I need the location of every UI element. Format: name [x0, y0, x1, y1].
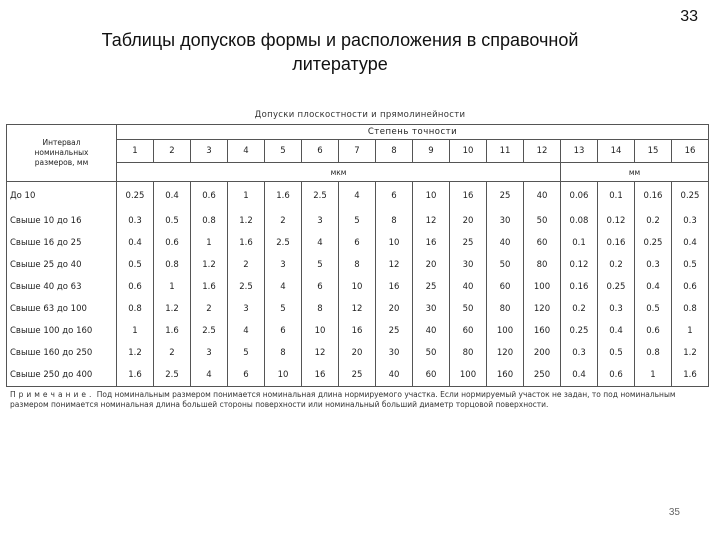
- tolerance-value-cell: 20: [450, 210, 487, 232]
- size-range-cell: Свыше 40 до 63: [7, 276, 117, 298]
- tolerance-value-cell: 160: [487, 364, 524, 387]
- grade-header-8: 8: [376, 140, 413, 163]
- tolerance-value-cell: 6: [302, 276, 339, 298]
- tolerance-value-cell: 6: [376, 182, 413, 211]
- tolerance-value-cell: 8: [265, 342, 302, 364]
- slide-number: 35: [668, 507, 680, 518]
- tolerance-value-cell: 0.4: [561, 364, 598, 387]
- grade-header-10: 10: [450, 140, 487, 163]
- tolerance-value-cell: 0.6: [191, 182, 228, 211]
- tolerance-value-cell: 0.5: [672, 254, 709, 276]
- tolerance-value-cell: 1.6: [117, 364, 154, 387]
- tolerance-value-cell: 0.25: [672, 182, 709, 211]
- tolerance-value-cell: 0.6: [154, 232, 191, 254]
- tolerance-value-cell: 0.8: [672, 298, 709, 320]
- tolerance-value-cell: 5: [265, 298, 302, 320]
- note-text: Под номинальным размером понимается номинальная длина нормируемого участка. Если нормируемый участок не задан, то под номинальным размером понимается номинальная длина большей стороны поверхности или номинальный больший диаметр торцовой поверхности.: [10, 390, 676, 409]
- tolerance-value-cell: 0.16: [561, 276, 598, 298]
- tolerance-value-cell: 0.5: [117, 254, 154, 276]
- tolerance-value-cell: 40: [487, 232, 524, 254]
- table-title: Допуски плоскостности и прямолинейности: [254, 110, 466, 120]
- tolerance-value-cell: 0.25: [117, 182, 154, 211]
- tolerance-value-cell: 25: [376, 320, 413, 342]
- tolerance-value-cell: 0.1: [598, 182, 635, 211]
- tolerance-value-cell: 0.16: [598, 232, 635, 254]
- tolerance-value-cell: 20: [339, 342, 376, 364]
- tolerance-value-cell: 1: [191, 232, 228, 254]
- tolerance-value-cell: 30: [487, 210, 524, 232]
- size-range-cell: Свыше 100 до 160: [7, 320, 117, 342]
- tolerance-value-cell: 0.25: [561, 320, 598, 342]
- tolerance-value-cell: 20: [413, 254, 450, 276]
- slide-title-line-1: Таблицы допусков формы и расположения в справочной: [101, 30, 579, 50]
- tolerance-value-cell: 0.8: [635, 342, 672, 364]
- tolerance-value-cell: 12: [413, 210, 450, 232]
- tolerance-value-cell: 50: [524, 210, 561, 232]
- tolerance-value-cell: 60: [487, 276, 524, 298]
- tolerance-value-cell: 200: [524, 342, 561, 364]
- tolerance-value-cell: 4: [339, 182, 376, 211]
- tolerance-value-cell: 60: [413, 364, 450, 387]
- tolerance-value-cell: 1: [154, 276, 191, 298]
- size-range-cell: Свыше 25 до 40: [7, 254, 117, 276]
- tolerance-value-cell: 0.8: [154, 254, 191, 276]
- tolerance-value-cell: 2: [154, 342, 191, 364]
- tolerance-value-cell: 40: [524, 182, 561, 211]
- tolerance-value-cell: 3: [265, 254, 302, 276]
- tolerance-value-cell: 16: [339, 320, 376, 342]
- grade-header-9: 9: [413, 140, 450, 163]
- tolerance-value-cell: 0.3: [598, 298, 635, 320]
- tolerance-value-cell: 0.3: [635, 254, 672, 276]
- tolerance-value-cell: 0.4: [635, 276, 672, 298]
- tolerance-value-cell: 0.6: [598, 364, 635, 387]
- range-header-line-1: Интервал: [42, 138, 81, 147]
- tolerance-value-cell: 5: [302, 254, 339, 276]
- tolerance-value-cell: 1.6: [154, 320, 191, 342]
- tolerance-value-cell: 1.6: [228, 232, 265, 254]
- table-row: [7, 320, 709, 342]
- unit-mkm-header: мкм: [117, 163, 561, 182]
- tolerance-value-cell: 0.12: [598, 210, 635, 232]
- grade-header-15: 15: [635, 140, 672, 163]
- tolerance-value-cell: 1.6: [672, 364, 709, 387]
- tolerance-value-cell: 1: [117, 320, 154, 342]
- tolerance-value-cell: 160: [524, 320, 561, 342]
- tolerance-value-cell: 1.2: [228, 210, 265, 232]
- grade-header-2: 2: [154, 140, 191, 163]
- slide-title-line-2: литературе: [292, 54, 388, 74]
- size-range-cell: Свыше 63 до 100: [7, 298, 117, 320]
- grade-header-4: 4: [228, 140, 265, 163]
- table-row: [7, 364, 709, 387]
- tolerance-value-cell: 0.6: [672, 276, 709, 298]
- tolerance-value-cell: 60: [524, 232, 561, 254]
- size-range-cell: До 10: [7, 182, 117, 211]
- tolerance-value-cell: 0.25: [598, 276, 635, 298]
- tolerance-value-cell: 3: [191, 342, 228, 364]
- tolerance-value-cell: 25: [413, 276, 450, 298]
- tolerance-value-cell: 0.5: [154, 210, 191, 232]
- tolerance-value-cell: 80: [487, 298, 524, 320]
- tolerance-value-cell: 4: [302, 232, 339, 254]
- scanned-table: [6, 104, 714, 434]
- tolerance-value-cell: 2: [228, 254, 265, 276]
- grade-header-16: 16: [672, 140, 709, 163]
- tolerance-value-cell: 1.6: [191, 276, 228, 298]
- unit-mm-header: мм: [561, 163, 709, 182]
- tolerance-value-cell: 0.2: [561, 298, 598, 320]
- tolerance-value-cell: 10: [339, 276, 376, 298]
- tolerance-value-cell: 120: [487, 342, 524, 364]
- tolerance-value-cell: 8: [302, 298, 339, 320]
- tolerance-value-cell: 1.2: [191, 254, 228, 276]
- tolerance-value-cell: 16: [413, 232, 450, 254]
- tolerance-value-cell: 10: [376, 232, 413, 254]
- table-row: [7, 276, 709, 298]
- grade-header-7: 7: [339, 140, 376, 163]
- tolerance-value-cell: 2.5: [265, 232, 302, 254]
- size-range-cell: Свыше 160 до 250: [7, 342, 117, 364]
- table-row: [7, 182, 709, 211]
- tolerance-value-cell: 0.2: [635, 210, 672, 232]
- table-row: [7, 232, 709, 254]
- tolerance-value-cell: 2.5: [228, 276, 265, 298]
- tolerance-value-cell: 0.4: [672, 232, 709, 254]
- tolerance-value-cell: 1: [228, 182, 265, 211]
- tolerance-value-cell: 30: [450, 254, 487, 276]
- tolerance-value-cell: 0.4: [154, 182, 191, 211]
- tolerance-value-cell: 1.2: [154, 298, 191, 320]
- tolerance-value-cell: 12: [376, 254, 413, 276]
- tolerance-value-cell: 5: [339, 210, 376, 232]
- tolerance-value-cell: 0.1: [561, 232, 598, 254]
- table-row: [7, 342, 709, 364]
- tolerance-value-cell: 2: [265, 210, 302, 232]
- range-header-line-3: размеров, мм: [34, 158, 89, 167]
- tolerance-value-cell: 3: [228, 298, 265, 320]
- tolerance-value-cell: 60: [450, 320, 487, 342]
- tolerance-value-cell: 100: [487, 320, 524, 342]
- tolerance-value-cell: 0.08: [561, 210, 598, 232]
- tolerance-value-cell: 4: [228, 320, 265, 342]
- range-column-header: [7, 125, 117, 182]
- tolerance-value-cell: 8: [376, 210, 413, 232]
- tolerance-value-cell: 4: [191, 364, 228, 387]
- tolerance-value-cell: 50: [450, 298, 487, 320]
- tolerance-value-cell: 0.5: [598, 342, 635, 364]
- grade-header-1: 1: [117, 140, 154, 163]
- tolerance-value-cell: 0.3: [672, 210, 709, 232]
- tolerance-value-cell: 0.3: [561, 342, 598, 364]
- grade-header-13: 13: [561, 140, 598, 163]
- tolerance-value-cell: 0.5: [635, 298, 672, 320]
- tolerance-table: [6, 124, 709, 387]
- table-body: [7, 182, 709, 387]
- grade-header-5: 5: [265, 140, 302, 163]
- tolerance-value-cell: 2.5: [154, 364, 191, 387]
- tolerance-value-cell: 0.8: [191, 210, 228, 232]
- tolerance-value-cell: 0.8: [117, 298, 154, 320]
- tolerance-value-cell: 2: [191, 298, 228, 320]
- tolerance-value-cell: 0.3: [117, 210, 154, 232]
- tolerance-value-cell: 5: [228, 342, 265, 364]
- tolerance-value-cell: 0.12: [561, 254, 598, 276]
- tolerance-value-cell: 8: [339, 254, 376, 276]
- grade-header-3: 3: [191, 140, 228, 163]
- tolerance-value-cell: 40: [450, 276, 487, 298]
- tolerance-value-cell: 80: [450, 342, 487, 364]
- tolerance-value-cell: 120: [524, 298, 561, 320]
- grade-group-header: Степень точности: [117, 125, 709, 140]
- range-header-line-2: номинальных: [34, 148, 89, 157]
- tolerance-value-cell: 6: [265, 320, 302, 342]
- tolerance-value-cell: 16: [450, 182, 487, 211]
- tolerance-value-cell: 16: [376, 276, 413, 298]
- tolerance-value-cell: 100: [450, 364, 487, 387]
- tolerance-value-cell: 80: [524, 254, 561, 276]
- tolerance-value-cell: 12: [339, 298, 376, 320]
- tolerance-value-cell: 1.2: [672, 342, 709, 364]
- grade-header-11: 11: [487, 140, 524, 163]
- tolerance-value-cell: 30: [413, 298, 450, 320]
- tolerance-value-cell: 25: [450, 232, 487, 254]
- tolerance-value-cell: 50: [413, 342, 450, 364]
- tolerance-value-cell: 1.2: [117, 342, 154, 364]
- tolerance-value-cell: 0.25: [635, 232, 672, 254]
- tolerance-value-cell: 250: [524, 364, 561, 387]
- size-range-cell: Свыше 16 до 25: [7, 232, 117, 254]
- tolerance-value-cell: 1.6: [265, 182, 302, 211]
- tolerance-value-cell: 1: [635, 364, 672, 387]
- tolerance-value-cell: 50: [487, 254, 524, 276]
- tolerance-value-cell: 40: [413, 320, 450, 342]
- tolerance-value-cell: 25: [339, 364, 376, 387]
- tolerance-value-cell: 0.06: [561, 182, 598, 211]
- tolerance-value-cell: 6: [339, 232, 376, 254]
- tolerance-value-cell: 0.6: [635, 320, 672, 342]
- tolerance-value-cell: 0.4: [598, 320, 635, 342]
- note-label: Примечание.: [10, 390, 95, 399]
- grade-header-14: 14: [598, 140, 635, 163]
- tolerance-value-cell: 0.4: [117, 232, 154, 254]
- table-row: [7, 254, 709, 276]
- tolerance-value-cell: 6: [228, 364, 265, 387]
- tolerance-value-cell: 3: [302, 210, 339, 232]
- grade-header-12: 12: [524, 140, 561, 163]
- table-row: [7, 298, 709, 320]
- tolerance-value-cell: 30: [376, 342, 413, 364]
- tolerance-value-cell: 12: [302, 342, 339, 364]
- tolerance-value-cell: 2.5: [191, 320, 228, 342]
- slide-title: [60, 28, 620, 76]
- tolerance-value-cell: 20: [376, 298, 413, 320]
- tolerance-value-cell: 0.6: [117, 276, 154, 298]
- tolerance-value-cell: 4: [265, 276, 302, 298]
- tolerance-value-cell: 40: [376, 364, 413, 387]
- page-number: 33: [680, 8, 698, 25]
- size-range-cell: Свыше 250 до 400: [7, 364, 117, 387]
- tolerance-value-cell: 0.2: [598, 254, 635, 276]
- grade-header-6: 6: [302, 140, 339, 163]
- table-row: [7, 210, 709, 232]
- tolerance-value-cell: 10: [413, 182, 450, 211]
- tolerance-value-cell: 100: [524, 276, 561, 298]
- tolerance-value-cell: 2.5: [302, 182, 339, 211]
- tolerance-value-cell: 16: [302, 364, 339, 387]
- tolerance-value-cell: 10: [302, 320, 339, 342]
- tolerance-value-cell: 0.16: [635, 182, 672, 211]
- tolerance-value-cell: 10: [265, 364, 302, 387]
- tolerance-value-cell: 25: [487, 182, 524, 211]
- tolerance-value-cell: 1: [672, 320, 709, 342]
- size-range-cell: Свыше 10 до 16: [7, 210, 117, 232]
- table-note: [10, 390, 710, 410]
